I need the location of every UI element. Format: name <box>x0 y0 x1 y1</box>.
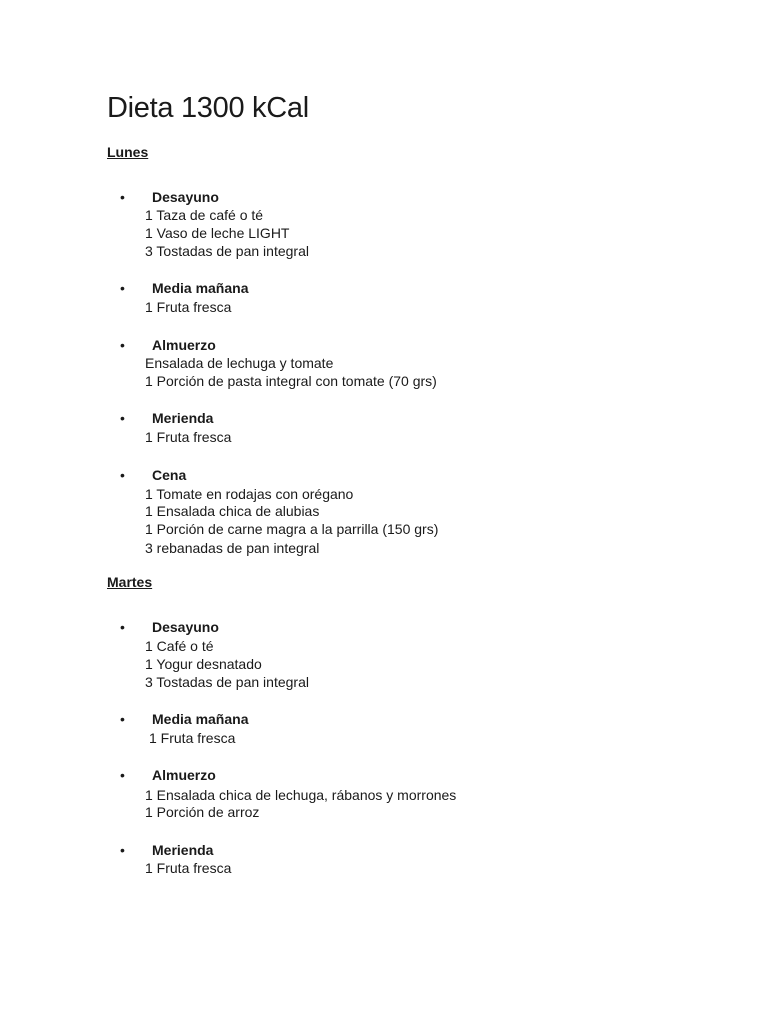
meal-item: 3 Tostadas de pan integral <box>145 243 309 259</box>
meal-name: Almuerzo <box>152 767 216 783</box>
meal-item: 1 Fruta fresca <box>145 299 232 315</box>
bullet-icon: • <box>120 410 125 426</box>
meal-name: Almuerzo <box>152 337 216 353</box>
bullet-icon: • <box>120 711 125 727</box>
meal-item: 1 Yogur desnatado <box>145 656 262 672</box>
bullet-icon: • <box>120 619 125 635</box>
meal-item: 1 Porción de pasta integral con tomate (70 grs) <box>145 373 437 389</box>
document-title: Dieta 1300 kCal <box>107 92 309 124</box>
meal-name: Media mañana <box>152 711 249 727</box>
meal-item: 1 Tomate en rodajas con orégano <box>145 486 354 502</box>
meal-item: 3 Tostadas de pan integral <box>145 674 309 690</box>
meal-name: Merienda <box>152 410 214 426</box>
meal-item: 1 Ensalada chica de alubias <box>145 503 320 519</box>
meal-item: 1 Taza de café o té <box>145 207 264 223</box>
meal-item: 1 Porción de arroz <box>145 804 260 820</box>
meal-item: 1 Ensalada chica de lechuga, rábanos y morrones <box>145 787 457 803</box>
meal-item: 1 Fruta fresca <box>149 730 236 746</box>
meal-name: Merienda <box>152 842 214 858</box>
meal-item: 1 Vaso de leche LIGHT <box>145 225 290 241</box>
bullet-icon: • <box>120 280 125 296</box>
meal-name: Desayuno <box>152 619 219 635</box>
meal-item: 1 Café o té <box>145 638 214 654</box>
meal-item: 1 Fruta fresca <box>145 860 232 876</box>
bullet-icon: • <box>120 337 125 353</box>
bullet-icon: • <box>120 842 125 858</box>
meal-name: Cena <box>152 467 187 483</box>
bullet-icon: • <box>120 467 125 483</box>
meal-name: Desayuno <box>152 189 219 205</box>
meal-item: 1 Fruta fresca <box>145 429 232 445</box>
meal-name: Media mañana <box>152 280 249 296</box>
bullet-icon: • <box>120 189 125 205</box>
meal-item: 3 rebanadas de pan integral <box>145 540 320 556</box>
meal-item: Ensalada de lechuga y tomate <box>145 355 334 371</box>
bullet-icon: • <box>120 767 125 783</box>
meal-item: 1 Porción de carne magra a la parrilla (150 grs) <box>145 521 439 537</box>
day-heading-martes: Martes <box>107 574 153 590</box>
day-heading-lunes: Lunes <box>107 144 149 160</box>
